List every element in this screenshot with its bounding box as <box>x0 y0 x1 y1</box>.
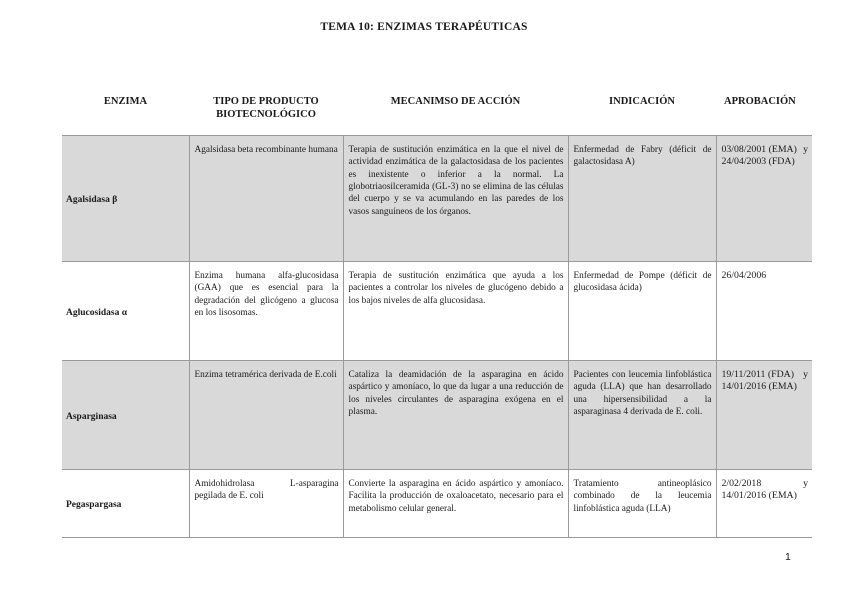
page-title: TEMA 10: ENZIMAS TERAPÉUTICAS <box>320 21 528 33</box>
approval-date-2: 24/04/2003 (FDA) <box>721 156 795 168</box>
header-aprobacion: APROBACIÓN <box>724 96 796 107</box>
cell-mecanismo: Cataliza la deamidación de la asparagina en ácido aspártico y amoníaco, lo que da lugar a una reducción de los niveles circulantes de asparagina exógena en el plasma. <box>343 361 568 470</box>
cell-enzima: Asparginasa <box>62 361 189 470</box>
cell-aprobacion <box>716 361 812 470</box>
approval-date-1: 2/02/2018 <box>721 478 762 490</box>
cell-indicacion: Pacientes con leucemia linfoblástica aguda (LLA) que han desarrollado una hipersensibilidad a la asparaginasa 4 derivada de E. coli. <box>568 361 716 470</box>
cell-tipo: Enzima tetramérica derivada de E.coli <box>189 361 343 470</box>
enzymes-table <box>62 90 812 538</box>
cell-aprobacion <box>716 470 812 538</box>
table-row-asparginasa <box>62 361 812 470</box>
table-row-aglucosidasa <box>62 262 812 361</box>
cell-indicacion: Enfermedad de Pompe (déficit de glucosidasa ácida) <box>568 262 716 361</box>
cell-tipo: Enzima humana alfa-glucosidasa (GAA) que es esencial para la degradación del glicógeno a glucosa en los lisosomas. <box>189 262 343 361</box>
table-row-agalsidasa <box>62 136 812 262</box>
approval-conjunction: y <box>803 144 808 156</box>
approval-date-1: 03/08/2001 (EMA) <box>721 144 797 156</box>
approval-date-1: 26/04/2006 <box>721 270 767 282</box>
cell-enzima: Aglucosidasa α <box>62 262 189 361</box>
table-row-pegaspargasa <box>62 470 812 538</box>
header-enzima: ENZIMA <box>103 96 148 107</box>
header-indicacion: INDICACIÓN <box>609 96 675 107</box>
approval-date-1: 19/11/2011 (FDA) <box>721 369 794 381</box>
cell-mecanismo: Terapia de sustitución enzimática en la que el nivel de actividad enzimática de la galactosidasa de los pacientes es inexistente o inferior a la normal. La globotriaosilceramida (GL-3) no se elimina de las células del cuerpo y se va acumulando en las paredes de los vasos sanguíneos de los órganos. <box>343 136 568 262</box>
table-header-row <box>62 90 812 136</box>
header-tipo-producto: TIPO DE PRODUCTO BIOTECNOLÓGICO <box>213 96 319 120</box>
cell-indicacion: Tratamiento antineoplásico combinado de la leucemia linfoblástica aguda (LLA) <box>568 470 716 538</box>
cell-mecanismo: Convierte la asparagina en ácido aspártico y amoníaco. Facilita la producción de oxaloacetato, necesario para el metabolismo celular general. <box>343 470 568 538</box>
cell-enzima: Agalsidasa β <box>62 136 189 262</box>
approval-conjunction: y <box>803 478 808 490</box>
cell-tipo: Amidohidrolasa L-asparagina pegilada de E. coli <box>189 470 343 538</box>
cell-aprobacion <box>716 262 812 361</box>
cell-aprobacion <box>716 136 812 262</box>
cell-indicacion: Enfermedad de Fabry (déficit de galactosidasa A) <box>568 136 716 262</box>
cell-tipo: Agalsidasa beta recombinante humana <box>189 136 343 262</box>
cell-enzima: Pegaspargasa <box>62 470 189 538</box>
approval-date-2: 14/01/2016 (EMA) <box>721 381 797 393</box>
header-mecanismo: MECANIMSO DE ACCIÓN <box>390 96 521 107</box>
approval-date-2: 14/01/2016 (EMA) <box>721 490 797 502</box>
cell-mecanismo: Terapia de sustitución enzimática que ayuda a los pacientes a controlar los niveles de glucógeno debido a los bajos niveles de alfa glucosidasa. <box>343 262 568 361</box>
approval-conjunction: y <box>803 369 808 381</box>
page-number: 1 <box>785 551 791 563</box>
